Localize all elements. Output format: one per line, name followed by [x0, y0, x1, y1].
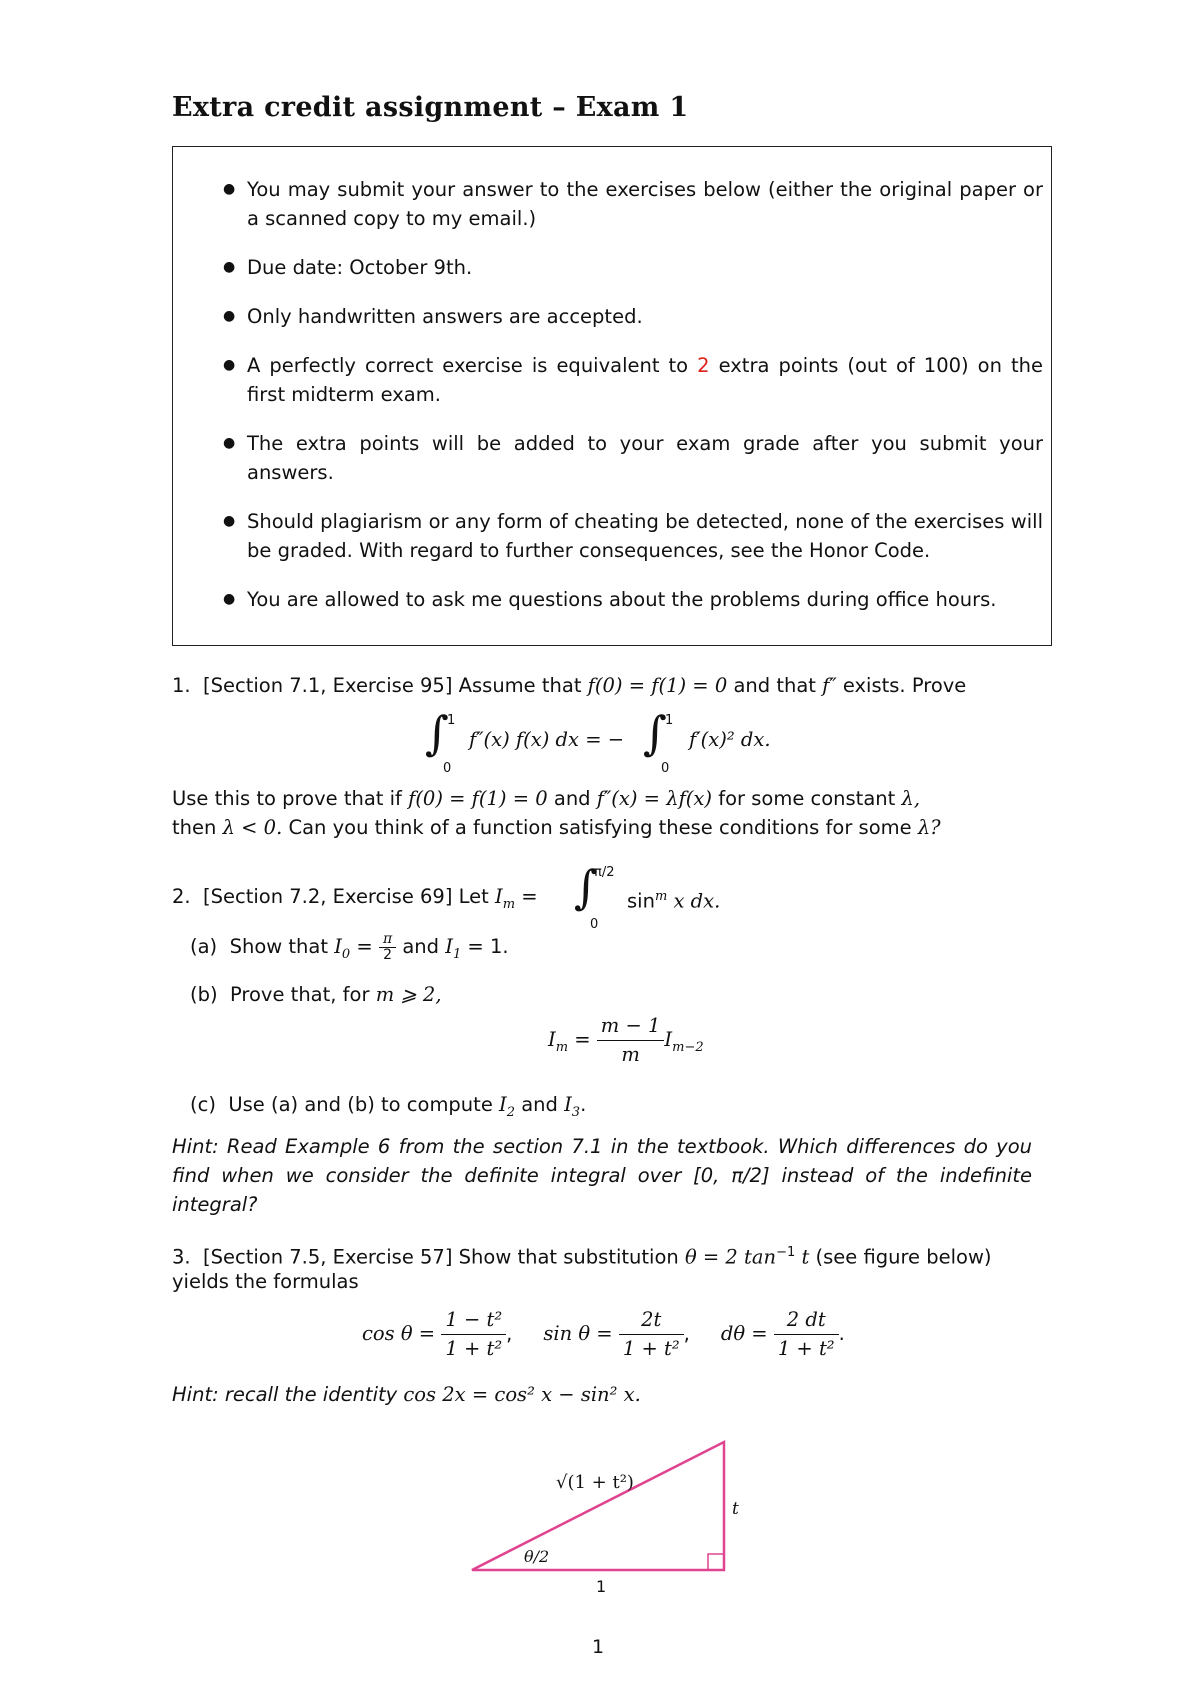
- hypotenuse-label: √(1 + t²): [556, 1472, 634, 1493]
- problem-2-part-b: (b) Prove that, for m ⩾ 2,: [190, 983, 442, 1006]
- problem-2-part-c: (c) Use (a) and (b) to compute $I_2$ and $I_3$.: [190, 1093, 587, 1120]
- problem-1-equation: ∫ 1 0 f″(x) f(x) dx = − ∫ 1 0 f′(x)² dx.: [425, 706, 771, 776]
- rule-item: ● A perfectly correct exercise is equivalent to 2 extra points (out of 100) on the first midterm exam.: [247, 351, 1043, 409]
- adjacent-label: 1: [596, 1577, 607, 1596]
- problem-1-line2: Use this to prove that if f(0) = f(1) = 0 and f″(x) = λf(x) for some constant λ,: [172, 787, 921, 810]
- problem-2-hint: Hint: Read Example 6 from the section 7.1 in the textbook. Which differences do you find when we consider the definite integral over [0, π/2] instead of the indefinite integral?: [172, 1135, 1032, 1216]
- angle-label: θ/2: [524, 1547, 550, 1566]
- problem-3-line2: yields the formulas: [172, 1270, 359, 1293]
- page-number: 1: [592, 1636, 605, 1658]
- bullet-icon: ●: [223, 181, 236, 197]
- page-title: Extra credit assignment – Exam 1: [172, 92, 689, 123]
- triangle-figure: [460, 1430, 760, 1610]
- problem-3-line1: 3. [Section 7.5, Exercise 57] Show that substitution θ = 2 $\tan^{-1} t$ (see figure below): [172, 1245, 992, 1269]
- triangle-shape: [472, 1442, 724, 1570]
- rule-item: ● You may submit your answer to the exercises below (either the original paper or a scanned copy to my email.): [247, 175, 1043, 233]
- rules-box: [172, 146, 1052, 646]
- rule-item: ● The extra points will be added to your exam grade after you submit your answers.: [247, 429, 1043, 487]
- rule-item: ● Only handwritten answers are accepted.: [247, 302, 1043, 331]
- bullet-icon: ●: [223, 435, 236, 451]
- problem-2-recurrence: $I_m$ = $\frac{m - 1}{m}$ $I_{m-2}$: [548, 1014, 704, 1066]
- bullet-icon: ●: [223, 591, 236, 607]
- rule-item: ● Should plagiarism or any form of cheating be detected, none of the exercises will be graded. With regard to further consequences, see the Honor Code.: [247, 507, 1043, 565]
- rule-item: ● You are allowed to ask me questions about the problems during office hours.: [247, 585, 1043, 614]
- rules-list: [173, 175, 1051, 634]
- problem-1-line1: 1. [Section 7.1, Exercise 95] Assume that f(0) = f(1) = 0 and that f″ exists. Prove: [172, 674, 967, 697]
- points-highlight: 2: [697, 354, 710, 377]
- bullet-icon: ●: [223, 259, 236, 275]
- problem-3-hint: Hint: recall the identity cos 2x = cos² x − sin² x.: [172, 1383, 641, 1406]
- rule-item: ● Due date: October 9th.: [247, 253, 1043, 282]
- right-angle-marker: [708, 1554, 724, 1570]
- bullet-icon: ●: [223, 513, 236, 529]
- bullet-icon: ●: [223, 308, 236, 324]
- problem-3-formulas: cos θ = $\frac{\text{1 − t²}}{\text{1 + t²}}$ , sin θ = $\frac{2t}{\text{1 + t²}}$ , dθ = $\frac{2 dt}{\text{1 + t²}}$ .: [362, 1308, 845, 1360]
- problem-2-statement: 2. [Section 7.2, Exercise 69] Let $I_m$ = ∫ π/2 0 $\sin^m x$ dx.: [172, 860, 721, 932]
- problem-1-line3: then λ < 0. Can you think of a function satisfying these conditions for some λ?: [172, 816, 941, 839]
- bullet-icon: ●: [223, 357, 236, 373]
- opposite-label: t: [732, 1499, 739, 1519]
- problem-2-part-a: (a) Show that $I_0$ = $\frac{\pi}{2}$ and $I_1 = 1$.: [190, 931, 509, 963]
